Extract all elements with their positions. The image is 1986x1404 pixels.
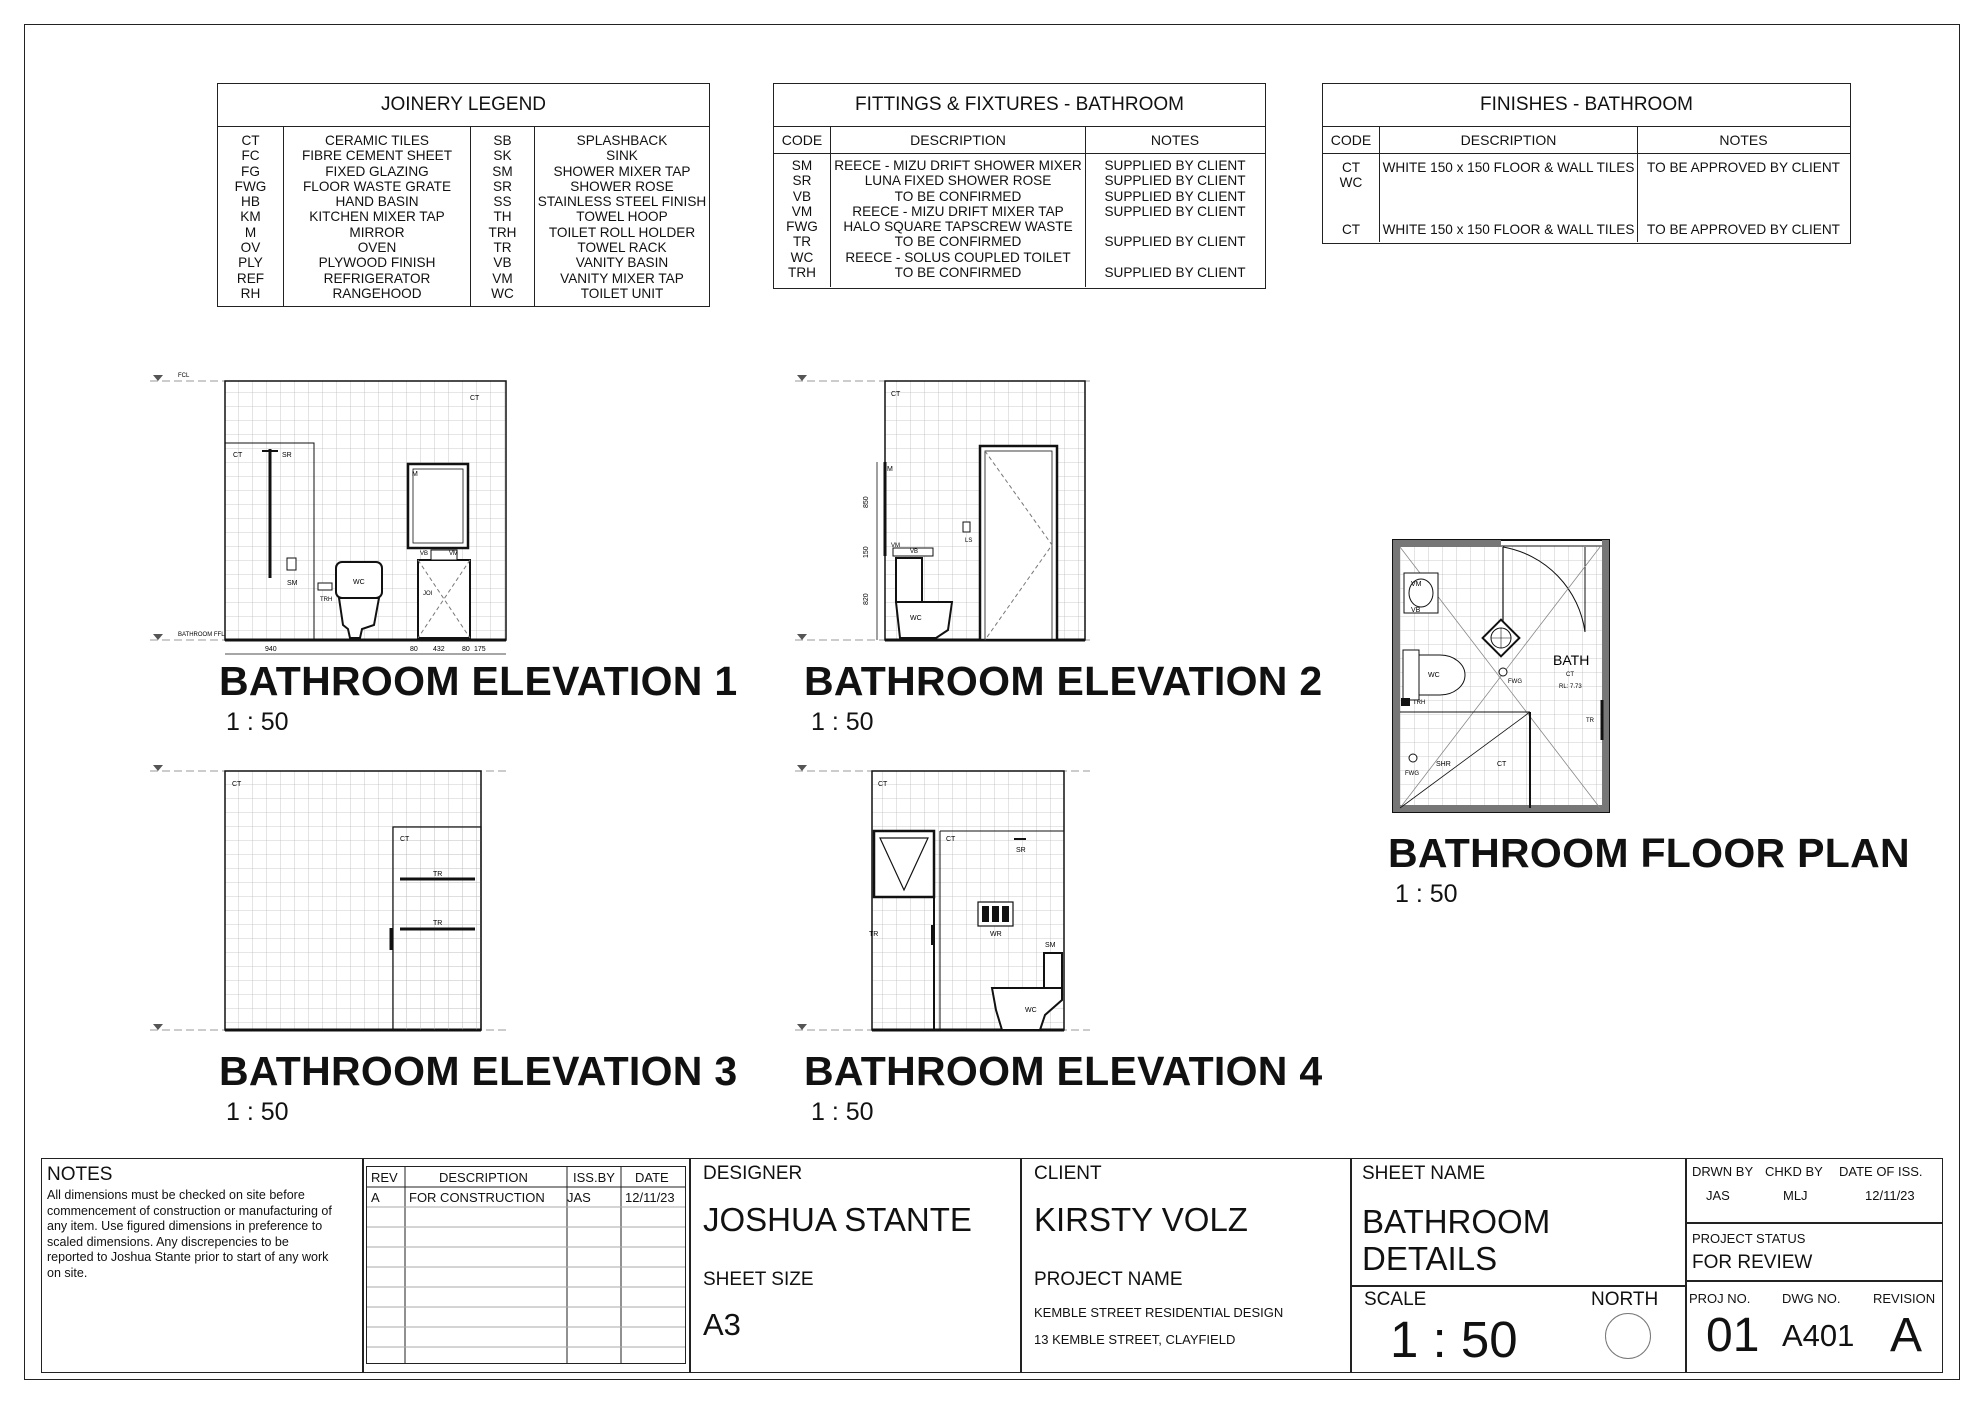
elevation-3-title: BATHROOM ELEVATION 3: [219, 1048, 738, 1094]
elevation-2-drawing: [795, 375, 1090, 640]
e3-tr1-label: TR: [433, 871, 443, 878]
e3-ct-label: CT: [232, 781, 242, 788]
e1-sr-label: SR: [282, 452, 292, 459]
revision-value: A: [1890, 1309, 1923, 1362]
light-switch-icon: [963, 522, 970, 532]
dwg-no-label: DWG NO.: [1782, 1291, 1841, 1306]
elevation-1-title: BATHROOM ELEVATION 1: [219, 658, 738, 704]
joinery-desc-b-9: VANITY MIXER TAP: [560, 270, 684, 286]
plan-ct2-label: CT: [1566, 672, 1574, 678]
project-address-value: 13 KEMBLE STREET, CLAYFIELD: [1034, 1332, 1236, 1347]
e4-tr-label: TR: [869, 931, 879, 938]
rev-header-date: DATE: [635, 1170, 669, 1185]
window-icon: [874, 831, 934, 897]
elevation-4-title: BATHROOM ELEVATION 4: [804, 1048, 1323, 1094]
fittings-legend-title: FITTINGS & FIXTURES - BATHROOM: [774, 84, 1265, 127]
joinery-desc-b-2: SHOWER MIXER TAP: [553, 163, 691, 179]
joinery-desc-a-0: CERAMIC TILES: [325, 133, 429, 148]
fittings-code-6: WC: [790, 249, 814, 265]
fittings-note-5: SUPPLIED BY CLIENT: [1104, 234, 1246, 250]
fittings-header-code: CODE: [774, 127, 831, 153]
finishes-row1-code: CT WC: [1339, 160, 1363, 191]
ffl-label: BATHROOM FFL: [178, 632, 225, 638]
fittings-desc-0: REECE - MIZU DRIFT SHOWER MIXER: [834, 158, 1082, 173]
client-label: CLIENT: [1034, 1163, 1102, 1184]
fittings-note-1: SUPPLIED BY CLIENT: [1104, 173, 1246, 189]
door-icon: [980, 446, 1057, 640]
rev-row-rev: A: [371, 1190, 380, 1205]
fittings-header-desc: DESCRIPTION: [831, 127, 1086, 153]
fittings-code-3: VM: [791, 203, 813, 219]
e1-vb-label: VB: [420, 551, 429, 557]
joinery-code-b-0: SB: [493, 133, 512, 148]
e1-dim-80b: 80: [462, 646, 470, 653]
fittings-code-7: TRH: [788, 265, 816, 281]
elevation-4-drawing: [795, 765, 1090, 1030]
e1-sm-label: SM: [287, 580, 298, 587]
joinery-desc-b-1: SINK: [606, 148, 638, 164]
floor-plan-title: BATHROOM FLOOR PLAN: [1388, 830, 1910, 876]
joinery-desc-a-10: RANGEHOOD: [332, 285, 422, 301]
joinery-code-a-7: OV: [240, 240, 261, 256]
finishes-row2-desc: WHITE 150 x 150 FLOOR & WALL TILES: [1382, 222, 1635, 237]
project-name-label: PROJECT NAME: [1034, 1269, 1183, 1290]
e1-trh-label: TRH: [320, 597, 333, 603]
notes-title: NOTES: [47, 1164, 113, 1185]
plan-floor-waste-icon: [1499, 668, 1507, 676]
chkd-by-value: MLJ: [1783, 1188, 1808, 1203]
sheet-name-line2: DETAILS: [1362, 1240, 1498, 1277]
plan-bath-label: BATH: [1553, 652, 1590, 668]
chkd-by-label: CHKD BY: [1765, 1164, 1823, 1179]
fittings-desc-1: LUNA FIXED SHOWER ROSE: [864, 173, 1052, 189]
fcl-marker-icon: [153, 375, 163, 381]
joinery-desc-a-9: REFRIGERATOR: [323, 270, 431, 286]
project-status-value: FOR REVIEW: [1692, 1252, 1813, 1273]
joinery-desc-b-0: SPLASHBACK: [576, 133, 668, 148]
joinery-code-b-6: TRH: [488, 224, 517, 240]
joinery-code-a-8: PLY: [238, 255, 263, 271]
fittings-note-2: SUPPLIED BY CLIENT: [1104, 188, 1246, 204]
e4-ct-label: CT: [878, 781, 888, 788]
proj-no-value: 01: [1706, 1309, 1760, 1362]
e1-dim-175: 175: [474, 646, 486, 653]
fittings-desc-4: HALO SQUARE TAPSCREW WASTE: [843, 219, 1073, 235]
joinery-desc-b-10: TOILET UNIT: [580, 285, 664, 301]
e1-dim-432: 432: [433, 646, 445, 653]
ffl-marker-2-icon: [797, 634, 807, 640]
revision-label: REVISION: [1873, 1291, 1936, 1306]
scale-value: 1 : 50: [1390, 1311, 1518, 1368]
e2-vm-label: VM: [891, 543, 900, 549]
fittings-desc-5: TO BE CONFIRMED: [894, 234, 1022, 250]
rev-row-issby: JAS: [567, 1190, 591, 1205]
e4-wc-label: WC: [1025, 1007, 1037, 1014]
joinery-code-b-9: VM: [492, 270, 513, 286]
e1-ct-label: CT: [470, 395, 480, 402]
finishes-row2-code: CT: [1341, 222, 1361, 237]
joinery-desc-b-6: TOILET ROLL HOLDER: [548, 224, 696, 240]
e2-ls-label: LS: [965, 538, 973, 544]
fittings-code-4: FWG: [786, 219, 818, 235]
floor-plan-scale: 1 : 50: [1395, 880, 1458, 908]
e2-dim-150: 150: [863, 546, 870, 558]
joinery-code-b-4: SS: [493, 194, 512, 210]
elevation-3-drawing: [150, 765, 510, 1030]
joinery-code-a-4: HB: [241, 194, 260, 210]
elevation-1-drawing: [150, 373, 510, 654]
joinery-code-a-5: KM: [240, 209, 261, 225]
e1-m-label: M: [412, 471, 418, 478]
finishes-legend-title: FINISHES - BATHROOM: [1323, 84, 1850, 127]
fcl-marker-4-icon: [797, 765, 807, 771]
rev-header-rev: REV: [371, 1170, 398, 1185]
joinery-code-b-7: TR: [493, 240, 512, 256]
finishes-row1-note: TO BE APPROVED BY CLIENT: [1647, 160, 1840, 175]
fittings-desc-6: REECE - SOLUS COUPLED TOILET: [845, 249, 1071, 265]
joinery-code-a-10: RH: [240, 285, 261, 301]
sheet-size-label: SHEET SIZE: [703, 1269, 814, 1290]
plan-ct-label: CT: [1497, 761, 1507, 768]
project-status-label: PROJECT STATUS: [1692, 1231, 1806, 1246]
sheet-name-label: SHEET NAME: [1362, 1163, 1486, 1184]
joinery-desc-b-4: STAINLESS STEEL FINISH: [537, 194, 707, 210]
joinery-desc-a-7: OVEN: [357, 240, 397, 256]
joinery-code-b-3: SR: [493, 178, 512, 194]
joinery-desc-b-8: VANITY BASIN: [575, 255, 669, 271]
joinery-code-b-5: TH: [493, 209, 512, 225]
elevation-2-title: BATHROOM ELEVATION 2: [804, 658, 1323, 704]
finishes-header-desc: DESCRIPTION: [1380, 127, 1638, 153]
e2-dim-820: 820: [863, 593, 870, 605]
e4-ct2-label: CT: [946, 836, 956, 843]
joinery-code-a-1: FC: [241, 148, 260, 164]
fittings-code-1: SR: [792, 173, 812, 189]
e1-vm-label: VM: [449, 551, 458, 557]
plan-fwg-label: FWG: [1508, 679, 1522, 685]
e3-ct2-label: CT: [400, 836, 410, 843]
ffl-marker-4-icon: [797, 1024, 807, 1030]
joinery-code-b-2: SM: [492, 163, 513, 179]
toilet-roll-holder-icon: [318, 583, 332, 590]
fittings-header-notes: NOTES: [1150, 132, 1200, 148]
elevation-1-scale: 1 : 50: [226, 708, 289, 736]
e4-sm-label: SM: [1045, 942, 1056, 949]
fittings-note-7: SUPPLIED BY CLIENT: [1104, 265, 1246, 281]
joinery-desc-b-5: TOWEL HOOP: [576, 209, 668, 225]
fcl-marker-2-icon: [797, 375, 807, 381]
e4-wr-label: WR: [990, 931, 1002, 938]
joinery-desc-a-2: FIXED GLAZING: [325, 163, 429, 179]
fittings-desc-2: TO BE CONFIRMED: [894, 188, 1022, 204]
joinery-code-a-0: CT: [241, 133, 260, 148]
e1-jo-label: JOI: [423, 591, 433, 597]
finishes-row2-note: TO BE APPROVED BY CLIENT: [1647, 222, 1840, 237]
e2-wc-label: WC: [910, 615, 922, 622]
elevation-2-scale: 1 : 50: [811, 708, 874, 736]
toilet-2-icon: [896, 558, 922, 602]
notes-body: All dimensions must be checked on site before commencement of construction or manufacturing of any item. Use figured dimensions in preference to scaled dimensions. Any discrepencies to be reported to Joshua Stante prior to start of any work on site.: [47, 1188, 332, 1280]
joinery-desc-a-8: PLYWOOD FINISH: [318, 255, 436, 271]
shower-mixer-icon: [287, 558, 296, 570]
joinery-code-b-1: SK: [493, 148, 512, 164]
rev-header-issby: ISS.BY: [573, 1170, 615, 1185]
revision-table: [366, 1166, 686, 1364]
joinery-code-a-2: FG: [241, 163, 260, 179]
e1-dim-940: 940: [265, 646, 277, 653]
e3-tr2-label: TR: [433, 920, 443, 927]
rev-row-date: 12/11/23: [625, 1190, 675, 1205]
plan-fwg2-label: FWG: [1405, 771, 1419, 777]
joinery-code-a-6: M: [244, 224, 257, 240]
designer-label: DESIGNER: [703, 1163, 803, 1184]
joinery-code-a-9: REF: [236, 270, 265, 286]
joinery-desc-a-1: FIBRE CEMENT SHEET: [301, 148, 453, 164]
plan-toilet-icon: [1403, 650, 1419, 700]
dwg-no-value: A401: [1782, 1318, 1855, 1353]
e1-ct2-label: CT: [233, 452, 243, 459]
date-of-issue-value: 12/11/23: [1865, 1188, 1915, 1203]
fittings-desc-3: REECE - MIZU DRIFT MIXER TAP: [852, 203, 1064, 219]
rev-header-desc: DESCRIPTION: [439, 1170, 528, 1185]
e2-ct-label: CT: [891, 391, 901, 398]
sheet-name-line1: BATHROOM: [1362, 1203, 1551, 1240]
north-arrow-icon: [1605, 1313, 1651, 1359]
rev-row-desc: FOR CONSTRUCTION: [409, 1190, 545, 1205]
e4-sr-label: SR: [1016, 847, 1026, 854]
finishes-row1-desc: WHITE 150 x 150 FLOOR & WALL TILES: [1382, 160, 1635, 175]
date-of-issue-label: DATE OF ISS.: [1839, 1164, 1923, 1179]
finishes-header-notes: NOTES: [1719, 132, 1768, 148]
joinery-code-b-10: WC: [491, 285, 514, 301]
client-value: KIRSTY VOLZ: [1034, 1201, 1248, 1238]
finishes-header-code: CODE: [1323, 127, 1380, 153]
e2-vb-label: VB: [910, 549, 919, 555]
e2-m-label: M: [887, 466, 893, 473]
joinery-code-b-8: VB: [493, 255, 512, 271]
sheet-size-value: A3: [703, 1307, 741, 1342]
e1-dim-80a: 80: [410, 646, 418, 653]
plan-shower-waste-icon: [1409, 754, 1417, 762]
joinery-desc-a-6: MIRROR: [349, 224, 405, 240]
drwn-by-label: DRWN BY: [1692, 1164, 1754, 1179]
plan-trh-label: TRH: [1413, 700, 1426, 706]
plan-vm-label: VM: [1411, 581, 1422, 588]
fittings-note-0: SUPPLIED BY CLIENT: [1104, 158, 1246, 173]
joinery-desc-a-4: HAND BASIN: [335, 194, 419, 210]
proj-no-label: PROJ NO.: [1689, 1291, 1751, 1306]
drwn-by-value: JAS: [1706, 1188, 1730, 1203]
e1-wc-label: WC: [353, 579, 365, 586]
joinery-legend-title: JOINERY LEGEND: [218, 84, 709, 127]
joinery-code-a-3: FWG: [234, 178, 267, 194]
floor-plan-drawing: [1393, 540, 1609, 812]
notes-section: [47, 1164, 362, 1281]
fcl-marker-3-icon: [153, 765, 163, 771]
fittings-code-0: SM: [791, 158, 813, 173]
plan-vb-label: VB: [1411, 607, 1421, 614]
scale-label: SCALE: [1364, 1289, 1427, 1310]
joinery-desc-a-5: KITCHEN MIXER TAP: [309, 209, 445, 225]
joinery-desc-a-3: FLOOR WASTE GRATE: [302, 178, 452, 194]
joinery-desc-b-7: TOWEL RACK: [577, 240, 667, 256]
designer-value: JOSHUA STANTE: [703, 1201, 972, 1238]
fcl-label: FCL: [178, 373, 190, 379]
plan-rl-label: RL: 7.73: [1559, 684, 1582, 690]
e2-dim-850: 850: [863, 496, 870, 508]
elevation-4-scale: 1 : 50: [811, 1098, 874, 1126]
north-label: NORTH: [1591, 1289, 1659, 1310]
plan-wc-label: WC: [1428, 672, 1440, 679]
elevation-3-scale: 1 : 50: [226, 1098, 289, 1126]
fittings-note-3: SUPPLIED BY CLIENT: [1104, 203, 1246, 219]
fittings-desc-7: TO BE CONFIRMED: [894, 265, 1022, 281]
project-name-value: KEMBLE STREET RESIDENTIAL DESIGN: [1034, 1305, 1284, 1320]
ffl-marker-3-icon: [153, 1024, 163, 1030]
ffl-marker-icon: [153, 634, 163, 640]
plan-shr-label: SHR: [1436, 761, 1451, 768]
plan-tr-label: TR: [1586, 718, 1594, 724]
fittings-code-5: TR: [792, 234, 812, 250]
fittings-code-2: VB: [792, 188, 812, 204]
joinery-desc-b-3: SHOWER ROSE: [570, 178, 674, 194]
